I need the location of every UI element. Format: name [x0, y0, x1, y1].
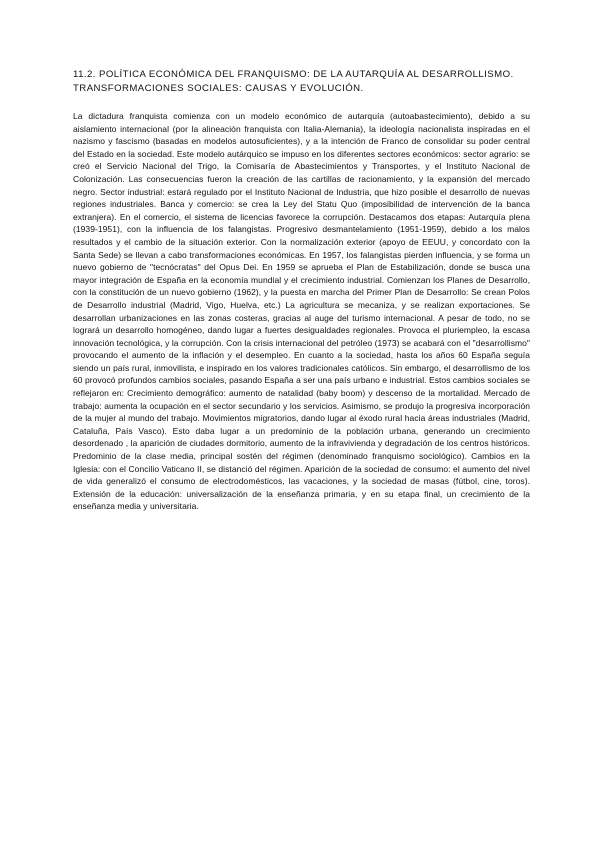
title-line-1: 11.2. POLÍTICA ECONÓMICA DEL FRANQUISMO: DE LA AUTARQUÍA AL DESARROLLISMO. — [73, 69, 514, 80]
body-paragraph: La dictadura franquista comienza con un modelo económico de autarquía (autoabastecimiento), debido a su aislamiento internacional (por la alineación franquista con Italia-Alemania), la ideología nacionalista inspiradas en el nazismo y fascismo (basadas en modelos autosuficientes), y a la intención de Franco de consolidar su poder central del Estado en la sociedad. Este modelo autárquico se impuso en los diferentes sectores económicos: sector agrario: se creó el Servicio Nacional del Trigo, la Comisaría de Abastecimientos y Transportes, y el Instituto Nacional de Colonización. Las consecuencias fueron la creación de las cartillas de racionamiento, y la expansión del mercado negro. Sector industrial: estará regulado por el Instituto Nacional de Industria, que hizo posible el desarrollo de nuevas regiones industriales. Banca y comercio: se crea la Ley del Statu Quo (imposibilidad de intervención de la banca extranjera). En el comercio, el sistema de licencias favorece la corrupción. Destacamos dos etapas: Autarquía plena (1939-1951), con la influencia de los falangistas. Progresivo desmantelamiento (1951-1959), debido a los malos resultados y el cambio de la situación exterior. Con la normalización exterior (apoyo de EEUU, y concordato con la Santa Sede) se llevan a cabo transformaciones económicas. En 1957, los falangistas pierden influencia, y se forma un nuevo gobierno de "tecnócratas" del Opus Dei. En 1959 se aprueba el Plan de Estabilización, donde se busca una mayor integración de España en la economía mundial y el crecimiento industrial. Comienzan los Planes de Desarrollo, con la constitución de un nuevo gobierno (1962), y la puesta en marcha del Primer Plan de Desarrollo: Se crean Polos de Desarrollo industrial (Madrid, Vigo, Huelva, etc.) La agricultura se mecaniza, y se realizan exportaciones. Se desarrollan urbanizaciones en las zonas costeras, gracias al auge del turismo internacional. A pesar de todo, no se logrará un desarrollo homogéneo, dando lugar a fuertes desigualdades regionales. Provoca el pluriempleo, la escasa innovación tecnológica, y la corrupción. Con la crisis internacional del petróleo (1973) se acabará con el "desarrollismo" provocando el aumento de la inflación y el desempleo. En cuanto a la sociedad, hasta los años 60 España seguía siendo un país rural, inmovilista, e inspirado en los valores tradicionales católicos. Sin embargo, el desarrollismo de los 60 provocó profundos cambios sociales, pasando España a ser una país urbano e industrial. Estos cambios sociales se reflejaron en: Crecimiento demográfico: aumento de natalidad (baby boom) y descenso de la mortalidad. Mercado de trabajo: aumenta la ocupación en el sector secundario y los servicios. Asimismo, se produjo la progresiva incorporación de la mujer al mundo del trabajo. Movimientos migratorios, dando lugar al éxodo rural hacia áreas industriales (Madrid, Cataluña, País Vasco). Esto daba lugar a un predominio de la población urbana, generando un crecimiento desordenado , la aparición de ciudades dormitorio, aumento de la infravivienda y degradación de los centros históricos. Predominio de la clase media, principal sostén del régimen (denominado franquismo sociológico). Cambios en la Iglesia: con el Concilio Vaticano II, se distanció del régimen. Aparición de la sociedad de consumo: el aumento del nivel de vida generalizó el consumo de electrodomésticos, las vacaciones, y la sociedad de masas (fútbol, cine, toros). Extensión de la educación: universalización de la enseñanza primaria, y en su etapa final, un crecimiento de la enseñanza media y universitaria. — [73, 111, 530, 512]
title-line-2: TRANSFORMACIONES SOCIALES: CAUSAS Y EVOLUCIÓN. — [73, 83, 364, 94]
document-title — [73, 68, 530, 96]
